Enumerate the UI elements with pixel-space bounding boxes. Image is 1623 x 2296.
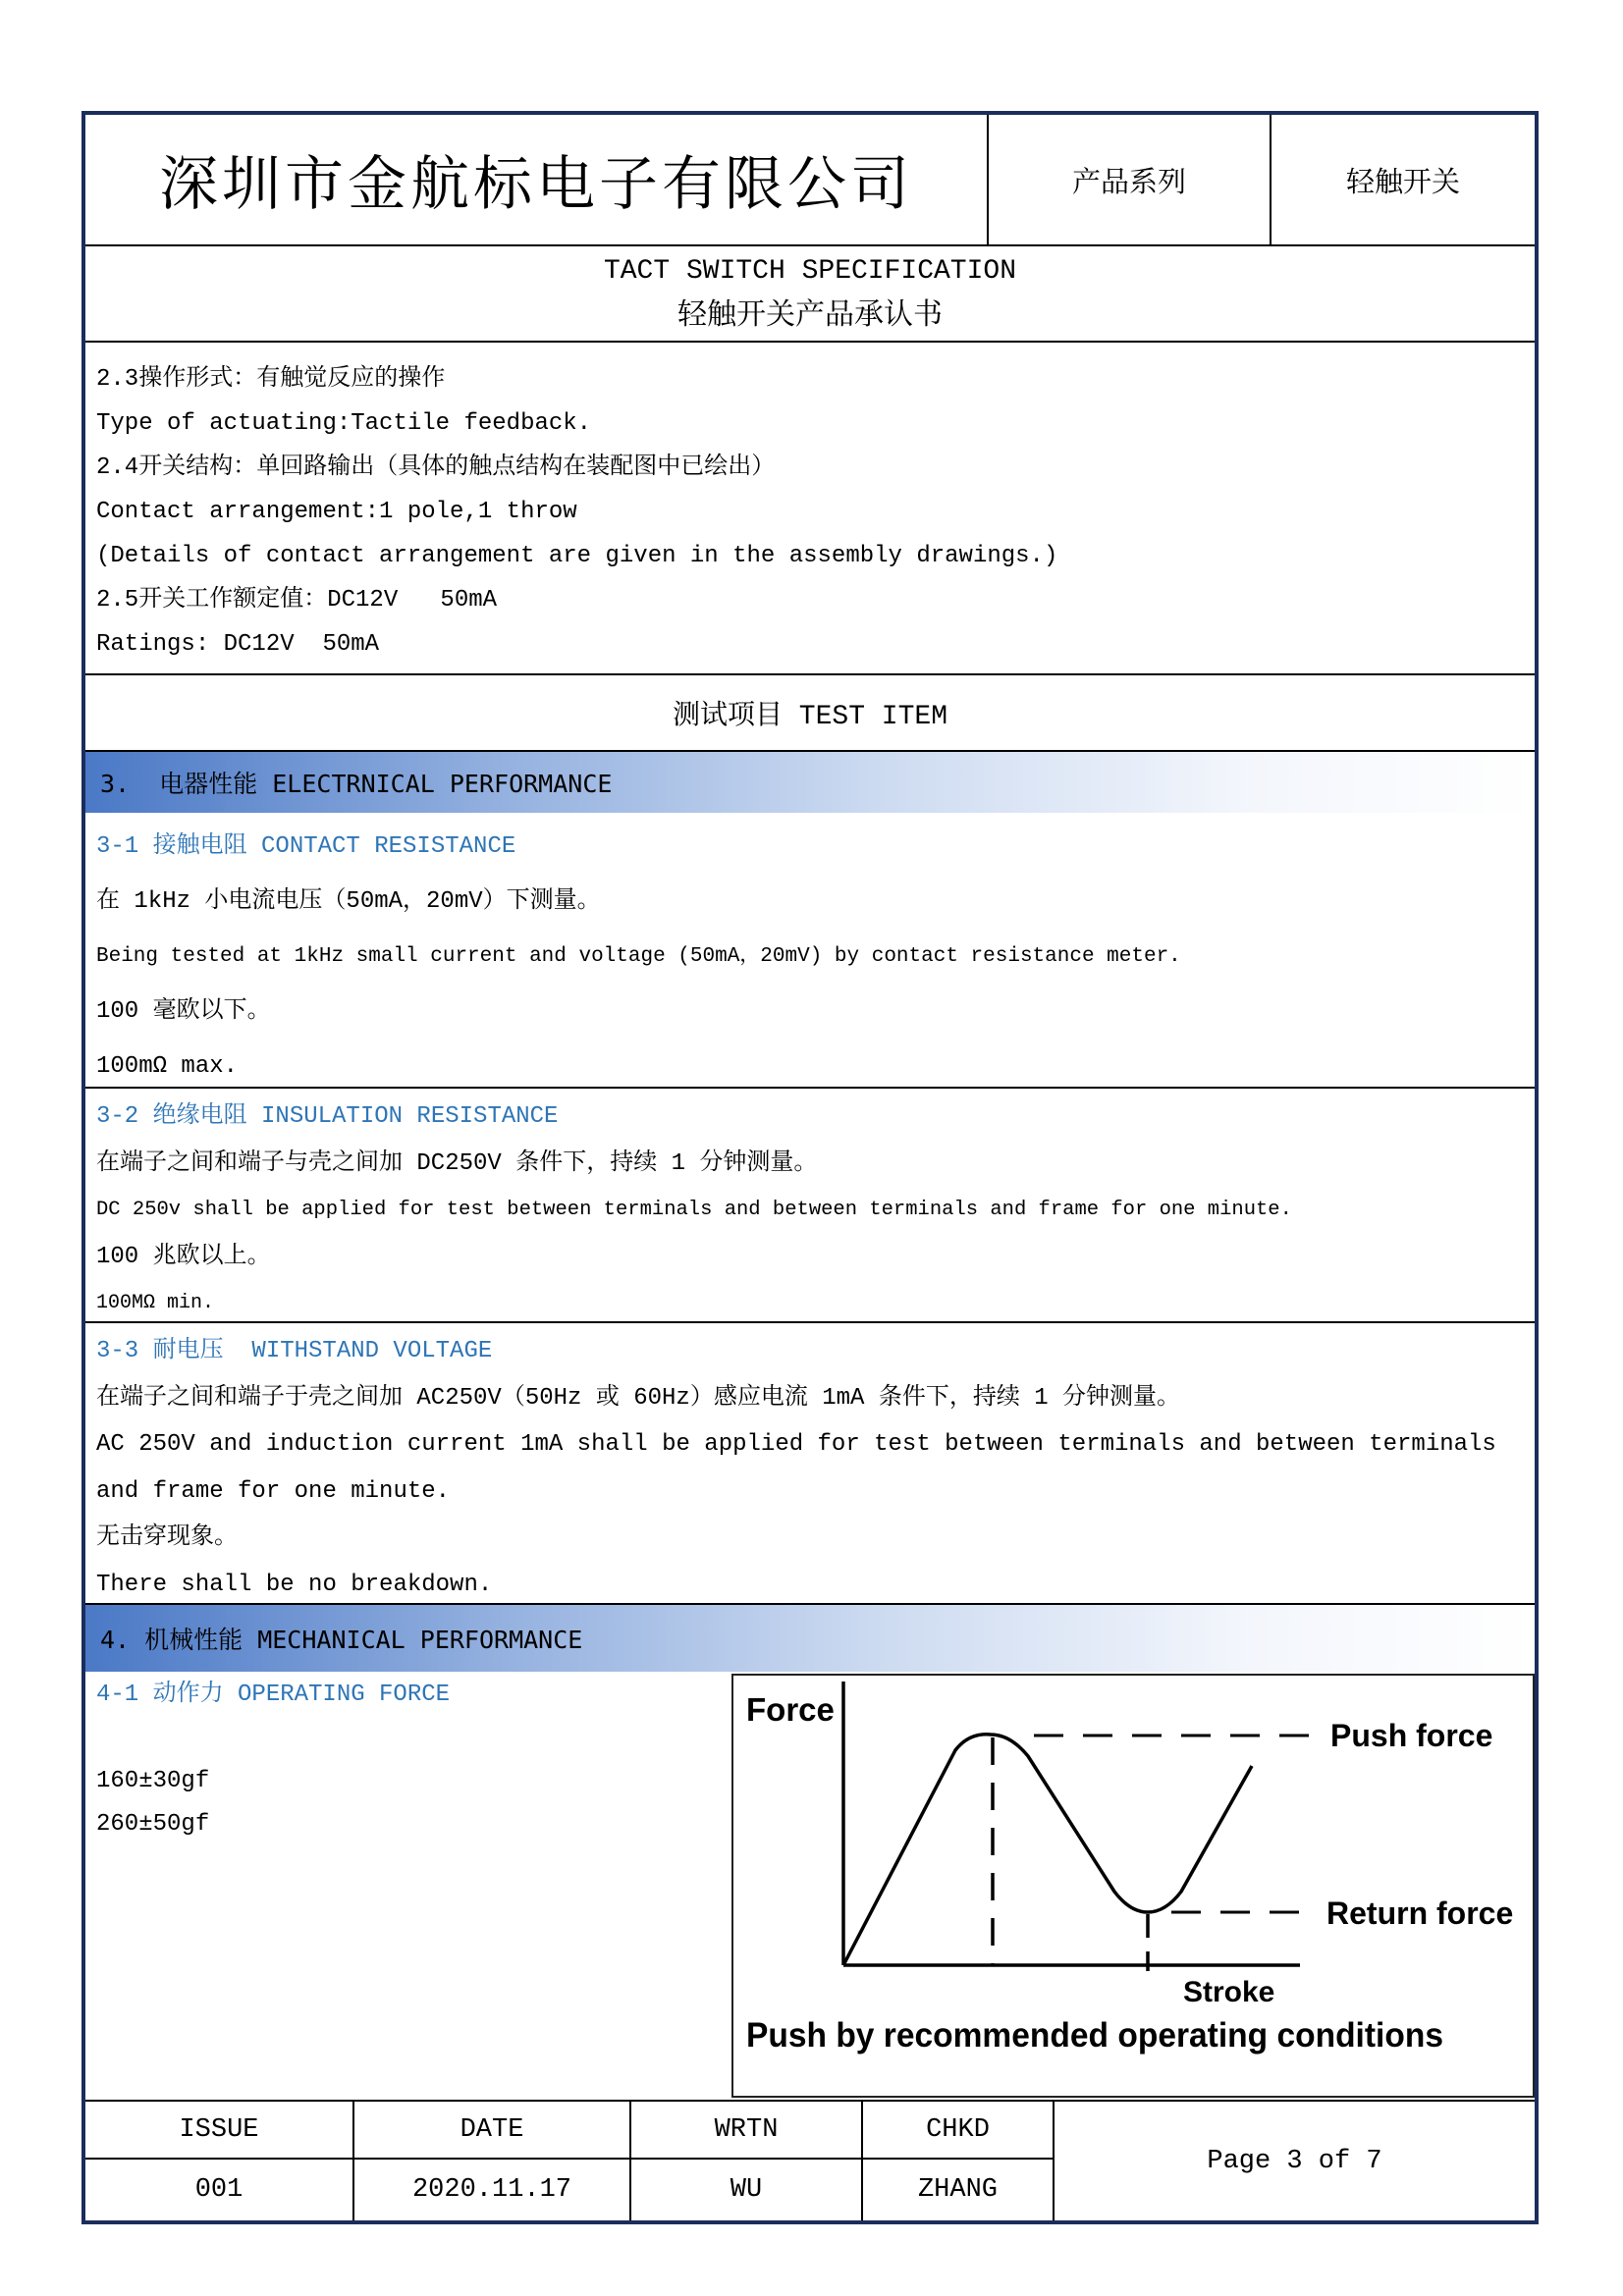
spec-details (85, 343, 1535, 675)
withstand-voltage-line: There shall be no breakdown. (96, 1571, 493, 1598)
diagram-caption: Push by recommended operating conditions (746, 2016, 1443, 2055)
test-item-heading: 测试项目 TEST ITEM (85, 675, 1535, 752)
insulation-resistance-line: 100MΩ min. (96, 1292, 215, 1314)
force-stroke-svg (733, 1676, 1533, 2096)
footer-checked-label: CHKD (863, 2102, 1055, 2160)
operating-force-value: 160±30gf (96, 1768, 210, 1794)
push-force-label: Push force (1330, 1718, 1493, 1753)
series-label: 产品系列 (989, 115, 1271, 244)
insulation-resistance-line: 100 兆欧以上。 (96, 1243, 271, 1270)
operating-force-value: 260±50gf (96, 1811, 210, 1838)
spec-line: (Details of contact arrangement are given in the assembly drawings.) (96, 543, 1058, 569)
contact-resistance-line: 100mΩ max. (96, 1053, 239, 1080)
spec-line: Contact arrangement:1 pole,1 throw (96, 499, 577, 525)
contact-resistance-line: 100 毫欧以下。 (96, 998, 271, 1025)
footer-written-value: WU (631, 2160, 863, 2220)
return-force-label: Return force (1326, 1896, 1514, 1931)
spec-line: 2.5开关工作额定值：DC12V 50mA (96, 587, 498, 614)
spec-line: 2.3操作形式：有触觉反应的操作 (96, 366, 446, 393)
footer-checked-value: ZHANG (863, 2160, 1055, 2220)
withstand-voltage-line: AC 250V and induction current 1mA shall be applied for test between terminals and between terminals (96, 1431, 1496, 1459)
insulation-resistance-heading: 3-2 绝缘电阻 INSULATION RESISTANCE (96, 1103, 559, 1130)
title-chinese: 轻触开关产品承认书 (677, 297, 943, 332)
withstand-voltage-line: 在端子之间和端子于壳之间加 AC250V（50Hz 或 60Hz）感应电流 1mA 条件下，持续 1 分钟测量。 (96, 1384, 1181, 1412)
spec-line: Ratings: DC12V 50mA (96, 631, 380, 658)
force-curve (843, 1735, 1252, 1965)
company-name: 深圳市金航标电子有限公司 (85, 115, 989, 244)
footer-date-value: 2020.11.17 (354, 2160, 631, 2220)
page-number: Page 3 of 7 (1207, 2146, 1382, 2176)
insulation-resistance-line: DC 250v shall be applied for test between terminals and between terminals and frame for one minute. (96, 1199, 1292, 1221)
operating-force-block (85, 1672, 1535, 2102)
withstand-voltage-block (85, 1323, 1535, 1605)
contact-resistance-line: Being tested at 1kHz small current and voltage (50mA，20mV) by contact resistance meter. (96, 945, 1181, 968)
withstand-voltage-line: 无击穿现象。 (96, 1524, 238, 1552)
title-row (85, 246, 1535, 343)
title-english: TACT SWITCH SPECIFICATION (603, 256, 1017, 287)
header-row (85, 115, 1535, 246)
section-4-title: 4. 机械性能 MECHANICAL PERFORMANCE (100, 1626, 583, 1654)
insulation-resistance-block (85, 1089, 1535, 1323)
document-footer (85, 2102, 1535, 2220)
withstand-voltage-heading: 3-3 耐电压 WITHSTAND VOLTAGE (96, 1338, 493, 1364)
series-value: 轻触开关 (1345, 164, 1460, 198)
withstand-voltage-line: and frame for one minute. (96, 1477, 451, 1505)
footer-date-label: DATE (354, 2102, 631, 2160)
spec-line: Type of actuating:Tactile feedback. (96, 410, 592, 437)
spec-sheet (81, 111, 1539, 2224)
section-4-header (85, 1605, 1535, 1672)
footer-written-label: WRTN (631, 2102, 863, 2160)
footer-issue-label: ISSUE (85, 2102, 354, 2160)
section-3-header (85, 752, 1535, 813)
footer-issue-value: 001 (85, 2160, 354, 2220)
section-3-title: 3. 电器性能 ELECTRNICAL PERFORMANCE (100, 770, 613, 798)
force-axis-label: Force (746, 1691, 835, 1728)
contact-resistance-block (85, 813, 1535, 1089)
insulation-resistance-line: 在端子之间和端子与壳之间加 DC250V 条件下，持续 1 分钟测量。 (96, 1149, 818, 1177)
force-stroke-diagram (731, 1674, 1535, 2098)
spec-line: 2.4开关结构：单回路输出（具体的触点结构在装配图中已绘出） (96, 454, 776, 481)
contact-resistance-line: 在 1kHz 小电流电压（50mA，20mV）下测量。 (96, 888, 601, 915)
stroke-axis-label: Stroke (1183, 1976, 1275, 2008)
operating-force-heading: 4-1 动作力 OPERATING FORCE (96, 1682, 451, 1708)
contact-resistance-heading: 3-1 接触电阻 CONTACT RESISTANCE (96, 833, 516, 860)
